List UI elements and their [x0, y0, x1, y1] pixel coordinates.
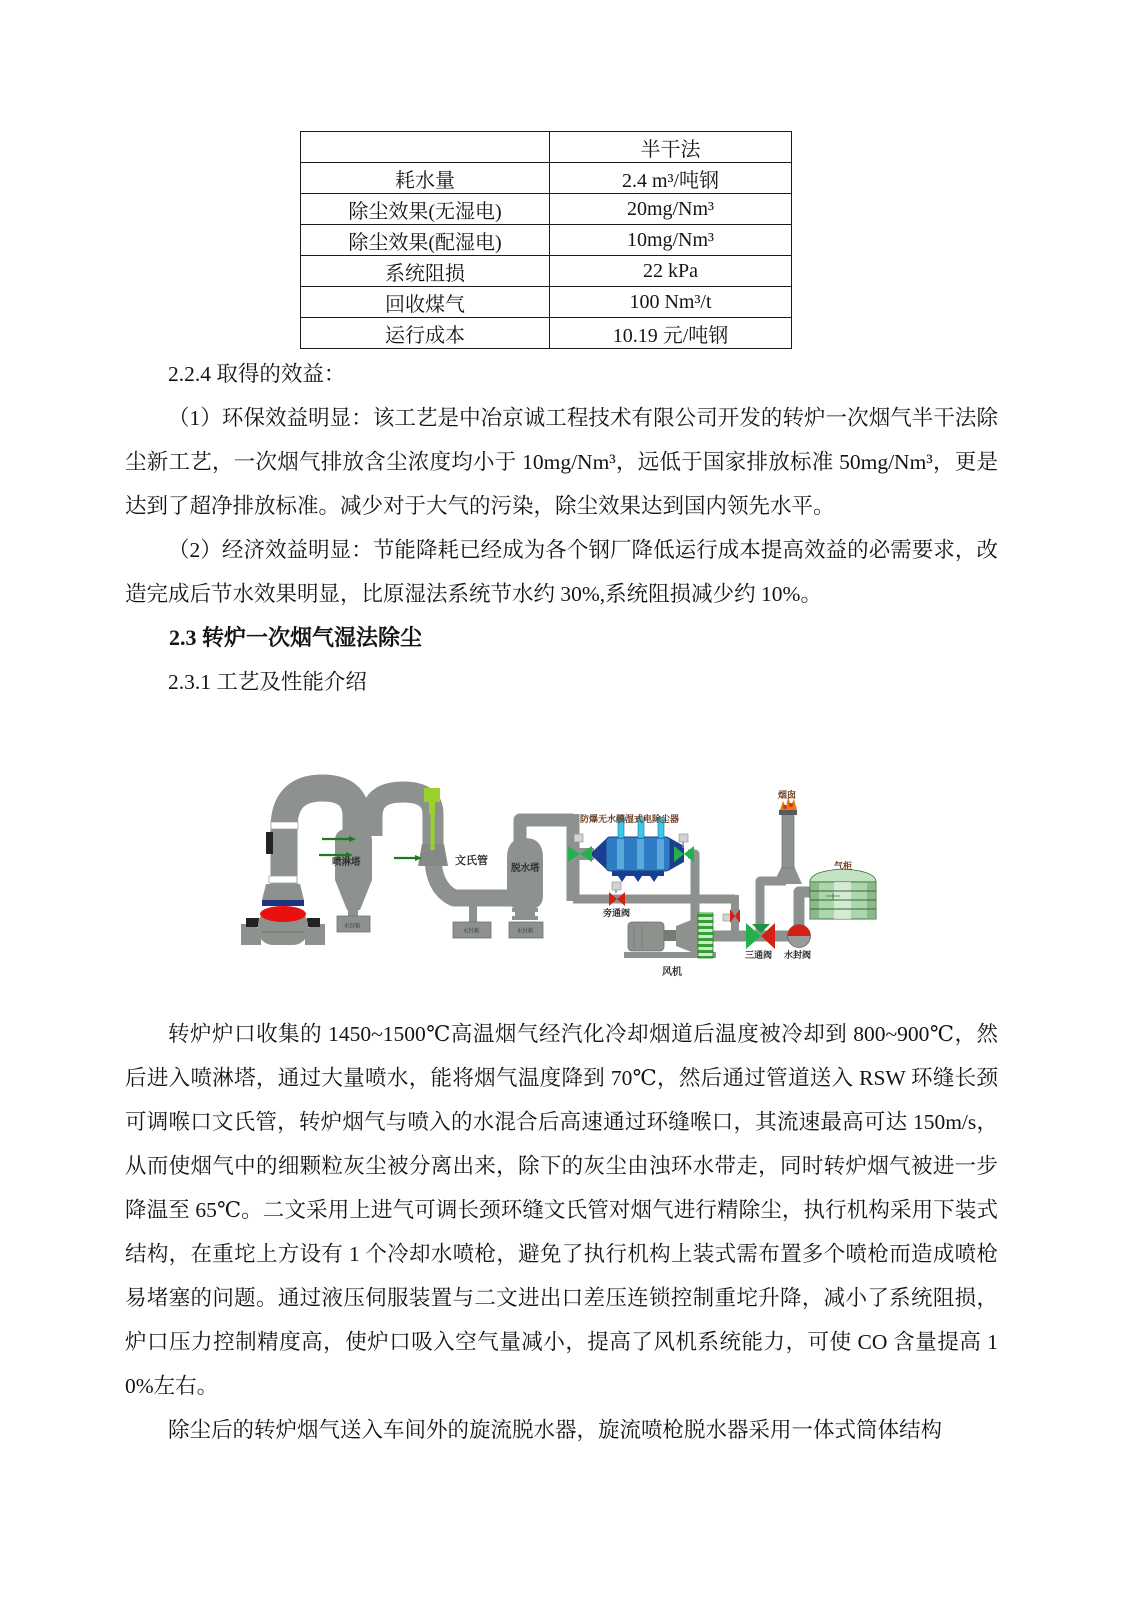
- table-row: [301, 256, 792, 287]
- water-seal-valve-label: 水封阀: [784, 950, 812, 960]
- row-value: 10.19 元/吨钢: [550, 318, 792, 349]
- chimney: [773, 797, 802, 884]
- table-row: [301, 132, 792, 163]
- dewater-tower-label: 脱水塔: [511, 863, 540, 874]
- table-row: [301, 163, 792, 194]
- paragraph-process-description: 转炉炉口收集的 1450~1500℃高温烟气经汽化冷却烟道后温度被冷却到 800~900℃，然后进入喷淋塔，通过大量喷水，能将烟气温度降到 70℃，然后通过管道送入 RSW 环缝长颈可调喉口文氏管，转炉烟气与喷入的水混合后高速通过环缝喉口，其流速最高可达 150m/s，从而使烟气中的细颗粒灰尘被分离出来，除下的灰尘由浊环水带走，同时转炉烟气被进一步降温至 65℃。二文采用上进气可调长颈环缝文氏管对烟气进行精除尘，执行机构采用下装式结构，在重坨上方设有 1 个冷却水喷枪，避免了执行机构上装式需布置多个喷枪而造成喷枪易堵塞的问题。通过液压伺服装置与二文进出口差压连锁控制重坨升降，减小了系统阻损，炉口压力控制精度高，使炉口吸入空气量减小，提高了风机系统能力，可使 CO 含量提高 10%左右。: [125, 1022, 998, 1398]
- bypass-valve-label: 旁通阀: [603, 908, 631, 918]
- row-label: 运行成本: [301, 318, 550, 349]
- seal-box-label: 水封箱: [463, 928, 480, 935]
- fan: [624, 913, 716, 958]
- table-row: [301, 318, 792, 349]
- heading-231: 2.3.1 工艺及性能介绍: [168, 670, 367, 694]
- table-corner-cell: [301, 132, 550, 163]
- lower-text-block: [125, 1012, 998, 1464]
- gas-holder: [810, 869, 876, 919]
- seal-box-label: 水封箱: [517, 928, 534, 935]
- table-col-header: 半干法: [550, 132, 792, 163]
- seal-box-label: 水封箱: [344, 923, 361, 930]
- table-row: [301, 287, 792, 318]
- row-value: 22 kPa: [550, 256, 792, 287]
- row-label: 除尘效果(无湿电): [301, 194, 550, 225]
- hood-side-bar: [266, 832, 273, 854]
- three-way-valve: [746, 923, 775, 949]
- converter: [241, 906, 325, 945]
- row-label: 回收煤气: [301, 287, 550, 318]
- wet-esp: [590, 817, 684, 882]
- heading-224: 2.2.4 取得的效益：: [168, 362, 346, 386]
- dewatering-tower: [507, 838, 543, 938]
- three-way-valve-label: 三通阀: [745, 950, 773, 960]
- row-value: 2.4 m³/吨钢: [550, 163, 792, 194]
- table-row: [301, 225, 792, 256]
- converter-mouth: [260, 906, 306, 922]
- esp-label: 防爆无水膜湿式电除尘器: [580, 814, 680, 824]
- row-value: 10mg/Nm³: [550, 225, 792, 256]
- process-flow-diagram: [222, 758, 882, 992]
- paragraph-dewaterer: 除尘后的转炉烟气送入车间外的旋流脱水器，旋流喷枪脱水器采用一体式筒体结构: [168, 1418, 943, 1442]
- fan-outlet-disc: [698, 913, 713, 958]
- upper-text-block: [125, 352, 998, 756]
- water-seal-valve: [788, 925, 811, 948]
- table-row: [301, 194, 792, 225]
- chimney-label: 烟囱: [778, 790, 797, 800]
- row-value: 100 Nm³/t: [550, 287, 792, 318]
- row-label: 耗水量: [301, 163, 550, 194]
- gas-holder-label: 气柜: [834, 861, 853, 871]
- row-label: 除尘效果(配湿电): [301, 225, 550, 256]
- paragraph-environmental-benefit: （1）环保效益明显：该工艺是中冶京诚工程技术有限公司开发的转炉一次烟气半干法除尘新工艺，一次烟气排放含尘浓度均小于 10mg/Nm³，远低于国家排放标准 50mg/Nm³，更是达到了超净排放标准。减少对于大气的污染，除尘效果达到国内领先水平。: [125, 406, 998, 518]
- row-label: 系统阻损: [301, 256, 550, 287]
- paragraph-economic-benefit: （2）经济效益明显：节能降耗已经成为各个钢厂降低运行成本提高效益的必需要求，改造完成后节水效果明显，比原湿法系统节水约 30%,系统阻损减少约 10%。: [125, 538, 998, 606]
- spray-tower-label: 喷淋塔: [332, 857, 361, 868]
- heading-23: 2.3 转炉一次烟气湿法除尘: [169, 625, 423, 650]
- venturi-label: 文氏管: [455, 855, 488, 867]
- spray-tower: [319, 828, 372, 932]
- venturi-actuator: [424, 788, 440, 802]
- row-value: 20mg/Nm³: [550, 194, 792, 225]
- fan-label: 风机: [662, 967, 682, 978]
- comparison-table: [300, 131, 792, 349]
